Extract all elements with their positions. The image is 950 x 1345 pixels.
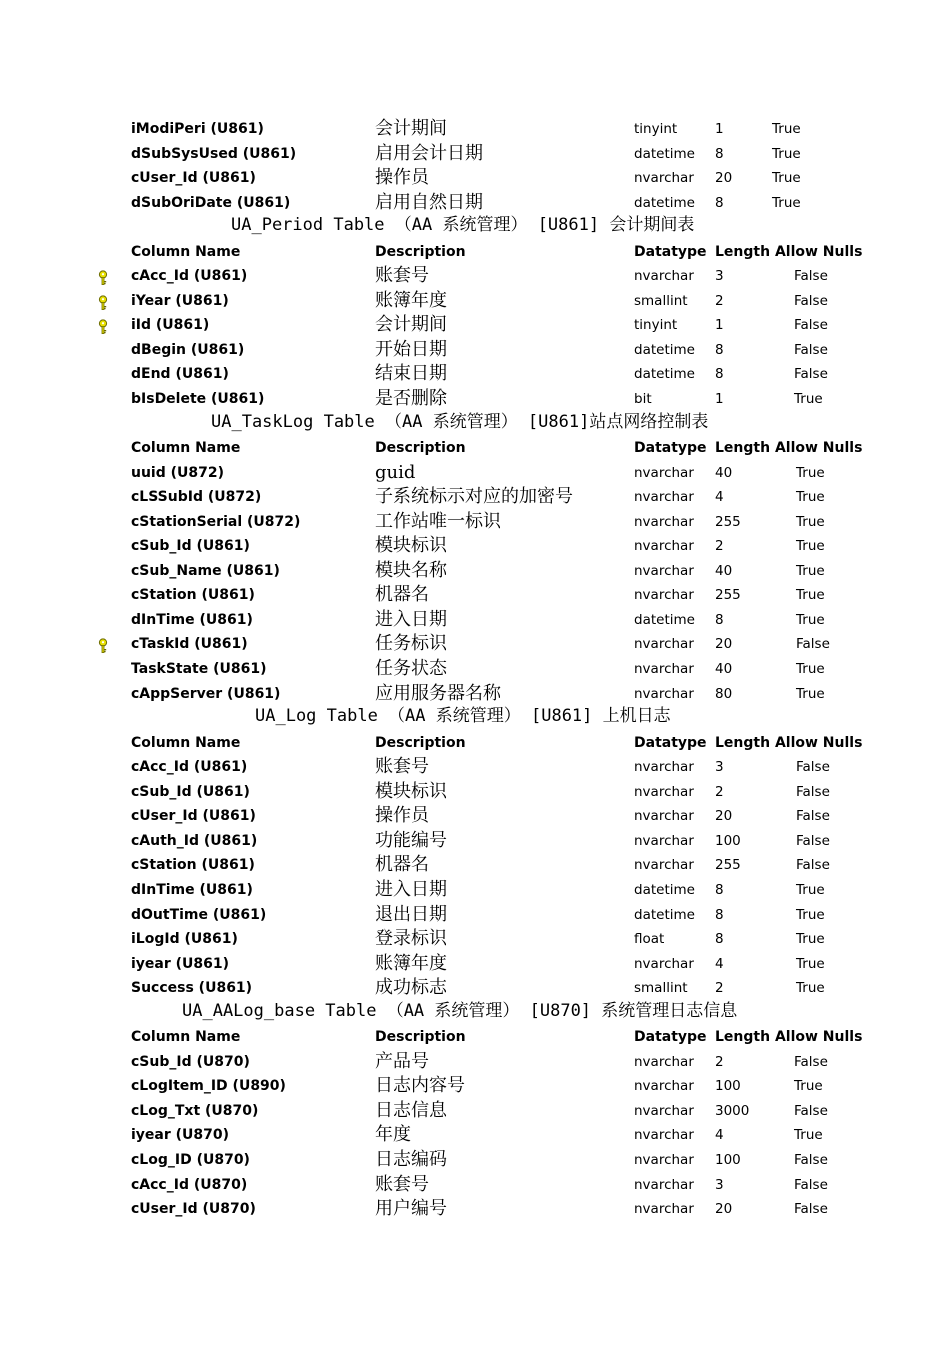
table-title-text: UA_Log Table （AA 系统管理） [U861] 上机日志 <box>255 706 671 727</box>
column-name-cell: iId (U861) <box>131 317 210 334</box>
column-name-cell: dSubOriDate (U861) <box>131 194 291 211</box>
column-name-cell: dInTime (U861) <box>131 611 253 628</box>
table-row <box>0 755 950 780</box>
column-name-cell: cSub_Id (U870) <box>131 1053 250 1070</box>
length-cell: 4 <box>715 489 724 506</box>
column-header-description: Description <box>375 1029 466 1046</box>
datatype-cell: nvarchar <box>634 759 694 776</box>
table-section <box>0 215 950 411</box>
key-icon <box>97 318 111 334</box>
column-name-cell: iYear (U861) <box>131 292 229 309</box>
datatype-cell: nvarchar <box>634 808 694 825</box>
table-title <box>0 412 950 437</box>
allow-nulls-cell: True <box>796 661 825 678</box>
length-cell: 20 <box>715 1201 733 1218</box>
datatype-cell: float <box>634 931 665 948</box>
allow-nulls-cell: False <box>796 857 830 874</box>
description-cell: 模块标识 <box>375 780 447 802</box>
table-row <box>0 510 950 535</box>
datatype-cell: nvarchar <box>634 268 694 285</box>
allow-nulls-cell: False <box>794 268 828 285</box>
column-header-length-allow-nulls: Length Allow Nulls <box>715 243 863 260</box>
table-row <box>0 1050 950 1075</box>
length-cell: 255 <box>715 513 741 530</box>
column-name-cell: Success (U861) <box>131 980 253 997</box>
table-row <box>0 166 950 191</box>
column-header-row <box>0 1025 950 1050</box>
datatype-cell: nvarchar <box>634 1127 694 1144</box>
description-cell: 功能编号 <box>375 829 447 851</box>
datatype-cell: datetime <box>634 906 695 923</box>
column-name-cell: cAcc_Id (U861) <box>131 268 248 285</box>
column-header-name: Column Name <box>131 1029 241 1046</box>
table-title <box>0 706 950 731</box>
column-header-row <box>0 436 950 461</box>
allow-nulls-cell: True <box>772 145 801 162</box>
description-cell: 应用服务器名称 <box>375 682 501 704</box>
column-name-cell: cAppServer (U861) <box>131 685 281 702</box>
table-row <box>0 632 950 657</box>
table-section <box>0 1001 950 1222</box>
length-cell: 20 <box>715 170 733 187</box>
table-row <box>0 1099 950 1124</box>
length-cell: 3000 <box>715 1102 750 1119</box>
column-name-cell: dInTime (U861) <box>131 881 253 898</box>
table-title <box>0 215 950 240</box>
table-row <box>0 853 950 878</box>
length-cell: 8 <box>715 881 724 898</box>
allow-nulls-cell: True <box>796 611 825 628</box>
description-cell: 会计期间 <box>375 314 447 336</box>
length-cell: 40 <box>715 464 733 481</box>
description-cell: 账簿年度 <box>375 289 447 311</box>
allow-nulls-cell: True <box>794 391 823 408</box>
description-cell: 机器名 <box>375 584 429 606</box>
allow-nulls-cell: True <box>772 121 801 137</box>
table-row <box>0 387 950 412</box>
allow-nulls-cell: False <box>794 1053 828 1070</box>
datatype-cell: smallint <box>634 980 688 997</box>
description-cell: 模块标识 <box>375 535 447 557</box>
datatype-cell: datetime <box>634 341 695 358</box>
table-row <box>0 559 950 584</box>
description-cell: 用户编号 <box>375 1198 447 1220</box>
datatype-cell: tinyint <box>634 317 678 334</box>
description-cell: 任务标识 <box>375 633 447 655</box>
table-row <box>0 608 950 633</box>
datatype-cell: nvarchar <box>634 1176 694 1193</box>
column-name-cell: cAcc_Id (U861) <box>131 759 248 776</box>
table-row <box>0 780 950 805</box>
table-row <box>0 657 950 682</box>
column-header-datatype: Datatype <box>634 440 707 457</box>
datatype-cell: nvarchar <box>634 832 694 849</box>
table-row <box>0 191 950 216</box>
column-name-cell: cStation (U861) <box>131 857 255 874</box>
column-name-cell: cSub_Name (U861) <box>131 562 280 579</box>
column-name-cell: cUser_Id (U870) <box>131 1201 256 1218</box>
allow-nulls-cell: False <box>796 759 830 776</box>
datatype-cell: datetime <box>634 881 695 898</box>
table-row <box>0 338 950 363</box>
key-icon <box>97 637 111 653</box>
column-header-name: Column Name <box>131 734 241 751</box>
datatype-cell: datetime <box>634 194 695 211</box>
description-cell: 启用自然日期 <box>375 191 483 213</box>
length-cell: 4 <box>715 1127 724 1144</box>
column-header-description: Description <box>375 243 466 260</box>
datatype-cell: nvarchar <box>634 1053 694 1070</box>
allow-nulls-cell: True <box>794 1078 823 1095</box>
description-cell: 年度 <box>375 1124 411 1146</box>
column-name-cell: cUser_Id (U861) <box>131 808 256 825</box>
key-icon <box>97 294 111 310</box>
description-cell: guid <box>375 461 416 483</box>
description-cell: 产品号 <box>375 1050 429 1072</box>
column-header-datatype: Datatype <box>634 243 707 260</box>
table-row <box>0 289 950 314</box>
datatype-cell: nvarchar <box>634 1201 694 1218</box>
column-header-name: Column Name <box>131 440 241 457</box>
description-cell: 结束日期 <box>375 363 447 385</box>
datatype-cell: nvarchar <box>634 587 694 604</box>
description-cell: 开始日期 <box>375 338 447 360</box>
table-row <box>0 1123 950 1148</box>
table-row <box>0 1148 950 1173</box>
allow-nulls-cell: False <box>796 636 830 653</box>
allow-nulls-cell: False <box>794 1102 828 1119</box>
description-cell: 日志编码 <box>375 1148 447 1170</box>
length-cell: 3 <box>715 759 724 776</box>
table-row <box>0 583 950 608</box>
allow-nulls-cell: True <box>772 170 801 187</box>
allow-nulls-cell: True <box>796 980 825 997</box>
allow-nulls-cell: True <box>796 587 825 604</box>
allow-nulls-cell: False <box>794 1176 828 1193</box>
length-cell: 1 <box>715 317 724 334</box>
column-header-length-allow-nulls: Length Allow Nulls <box>715 734 863 751</box>
column-name-cell: cLog_Txt (U870) <box>131 1102 259 1119</box>
column-name-cell: cStationSerial (U872) <box>131 513 301 530</box>
datatype-cell: nvarchar <box>634 538 694 555</box>
allow-nulls-cell: True <box>772 194 801 211</box>
column-name-cell: iyear (U861) <box>131 955 230 972</box>
allow-nulls-cell: True <box>796 906 825 923</box>
length-cell: 2 <box>715 538 724 555</box>
description-cell: 进入日期 <box>375 878 447 900</box>
allow-nulls-cell: True <box>796 881 825 898</box>
column-name-cell: cLogItem_ID (U890) <box>131 1078 286 1095</box>
allow-nulls-cell: False <box>794 292 828 309</box>
length-cell: 2 <box>715 1053 724 1070</box>
datatype-cell: tinyint <box>634 121 678 137</box>
datatype-cell: nvarchar <box>634 464 694 481</box>
datatype-cell: nvarchar <box>634 857 694 874</box>
length-cell: 8 <box>715 145 724 162</box>
table-title-text: UA_AALog_base Table （AA 系统管理） [U870] 系统管理日志信息 <box>182 1000 738 1021</box>
column-name-cell: iLogId (U861) <box>131 931 238 948</box>
description-cell: 进入日期 <box>375 608 447 630</box>
column-name-cell: TaskState (U861) <box>131 661 267 678</box>
length-cell: 255 <box>715 857 741 874</box>
column-name-cell: bIsDelete (U861) <box>131 391 265 408</box>
column-header-datatype: Datatype <box>634 1029 707 1046</box>
column-header-name: Column Name <box>131 243 241 260</box>
description-cell: 会计期间 <box>375 118 447 139</box>
allow-nulls-cell: False <box>796 808 830 825</box>
column-header-row <box>0 240 950 265</box>
table-row <box>0 117 950 142</box>
length-cell: 4 <box>715 955 724 972</box>
table-title <box>0 1001 950 1026</box>
column-name-cell: cSub_Id (U861) <box>131 783 250 800</box>
length-cell: 8 <box>715 931 724 948</box>
table-row <box>0 362 950 387</box>
datatype-cell: datetime <box>634 611 695 628</box>
length-cell: 2 <box>715 783 724 800</box>
table-row <box>0 534 950 559</box>
allow-nulls-cell: True <box>796 513 825 530</box>
length-cell: 3 <box>715 268 724 285</box>
allow-nulls-cell: True <box>796 538 825 555</box>
description-cell: 机器名 <box>375 854 429 876</box>
document-page <box>0 117 950 1222</box>
allow-nulls-cell: True <box>796 955 825 972</box>
datatype-cell: nvarchar <box>634 1078 694 1095</box>
description-cell: 账套号 <box>375 756 429 778</box>
table-row <box>0 682 950 707</box>
table-row <box>0 461 950 486</box>
table-row <box>0 264 950 289</box>
length-cell: 8 <box>715 341 724 358</box>
table-row <box>0 313 950 338</box>
table-row <box>0 485 950 510</box>
table-row <box>0 1074 950 1099</box>
table-row <box>0 903 950 928</box>
length-cell: 8 <box>715 906 724 923</box>
column-header-length-allow-nulls: Length Allow Nulls <box>715 1029 863 1046</box>
allow-nulls-cell: True <box>794 1127 823 1144</box>
length-cell: 80 <box>715 685 733 702</box>
allow-nulls-cell: False <box>796 783 830 800</box>
table-row <box>0 804 950 829</box>
length-cell: 100 <box>715 1078 741 1095</box>
allow-nulls-cell: False <box>794 317 828 334</box>
column-name-cell: cStation (U861) <box>131 587 255 604</box>
description-cell: 操作员 <box>375 805 429 827</box>
length-cell: 20 <box>715 808 733 825</box>
datatype-cell: nvarchar <box>634 562 694 579</box>
column-name-cell: cAuth_Id (U861) <box>131 832 258 849</box>
allow-nulls-cell: True <box>796 464 825 481</box>
length-cell: 8 <box>715 611 724 628</box>
description-cell: 是否删除 <box>375 388 447 410</box>
table-section <box>0 117 950 215</box>
column-header-datatype: Datatype <box>634 734 707 751</box>
datatype-cell: nvarchar <box>634 489 694 506</box>
allow-nulls-cell: True <box>796 931 825 948</box>
column-name-cell: cAcc_Id (U870) <box>131 1176 248 1193</box>
table-row <box>0 952 950 977</box>
column-name-cell: cSub_Id (U861) <box>131 538 250 555</box>
column-name-cell: dOutTime (U861) <box>131 906 267 923</box>
column-name-cell: dBegin (U861) <box>131 341 245 358</box>
length-cell: 40 <box>715 661 733 678</box>
table-section <box>0 706 950 1001</box>
datatype-cell: nvarchar <box>634 636 694 653</box>
description-cell: 操作员 <box>375 167 429 189</box>
column-name-cell: cUser_Id (U861) <box>131 170 256 187</box>
table-row <box>0 927 950 952</box>
table-title-text: UA_Period Table （AA 系统管理） [U861] 会计期间表 <box>231 215 695 236</box>
allow-nulls-cell: True <box>796 685 825 702</box>
key-icon <box>97 269 111 285</box>
allow-nulls-cell: True <box>796 562 825 579</box>
column-name-cell: iyear (U870) <box>131 1127 230 1144</box>
datatype-cell: nvarchar <box>634 661 694 678</box>
datatype-cell: nvarchar <box>634 783 694 800</box>
datatype-cell: nvarchar <box>634 1102 694 1119</box>
description-cell: 成功标志 <box>375 977 447 999</box>
column-name-cell: iModiPeri (U861) <box>131 121 264 137</box>
table-title-text: UA_TaskLog Table （AA 系统管理） [U861]站点网络控制表 <box>211 411 709 432</box>
column-header-row <box>0 731 950 756</box>
description-cell: 工作站唯一标识 <box>375 510 501 532</box>
column-name-cell: dEnd (U861) <box>131 366 229 383</box>
length-cell: 40 <box>715 562 733 579</box>
length-cell: 1 <box>715 121 724 137</box>
column-name-cell: uuid (U872) <box>131 464 225 481</box>
table-row <box>0 878 950 903</box>
description-cell: 子系统标示对应的加密号 <box>375 486 573 508</box>
description-cell: 账套号 <box>375 265 429 287</box>
length-cell: 2 <box>715 980 724 997</box>
length-cell: 2 <box>715 292 724 309</box>
length-cell: 8 <box>715 194 724 211</box>
length-cell: 100 <box>715 1151 741 1168</box>
length-cell: 3 <box>715 1176 724 1193</box>
column-header-description: Description <box>375 440 466 457</box>
length-cell: 255 <box>715 587 741 604</box>
allow-nulls-cell: False <box>794 1151 828 1168</box>
table-row <box>0 829 950 854</box>
column-header-description: Description <box>375 734 466 751</box>
table-row <box>0 976 950 1001</box>
table-row <box>0 1173 950 1198</box>
table-row <box>0 1197 950 1222</box>
datatype-cell: nvarchar <box>634 1151 694 1168</box>
column-name-cell: cLSSubId (U872) <box>131 489 262 506</box>
datatype-cell: nvarchar <box>634 513 694 530</box>
datatype-cell: smallint <box>634 292 688 309</box>
datatype-cell: datetime <box>634 366 695 383</box>
datatype-cell: nvarchar <box>634 685 694 702</box>
length-cell: 20 <box>715 636 733 653</box>
allow-nulls-cell: False <box>794 341 828 358</box>
column-header-length-allow-nulls: Length Allow Nulls <box>715 440 863 457</box>
description-cell: 日志内容号 <box>375 1075 465 1097</box>
description-cell: 启用会计日期 <box>375 142 483 164</box>
allow-nulls-cell: False <box>794 366 828 383</box>
datatype-cell: nvarchar <box>634 170 694 187</box>
length-cell: 8 <box>715 366 724 383</box>
column-name-cell: cLog_ID (U870) <box>131 1151 250 1168</box>
datatype-cell: bit <box>634 391 652 408</box>
column-name-cell: cTaskId (U861) <box>131 636 248 653</box>
length-cell: 1 <box>715 391 724 408</box>
description-cell: 模块名称 <box>375 559 447 581</box>
table-section <box>0 412 950 707</box>
datatype-cell: nvarchar <box>634 955 694 972</box>
description-cell: 任务状态 <box>375 658 447 680</box>
description-cell: 日志信息 <box>375 1099 447 1121</box>
allow-nulls-cell: False <box>794 1201 828 1218</box>
allow-nulls-cell: False <box>796 832 830 849</box>
column-name-cell: dSubSysUsed (U861) <box>131 145 297 162</box>
description-cell: 账套号 <box>375 1173 429 1195</box>
description-cell: 退出日期 <box>375 903 447 925</box>
length-cell: 100 <box>715 832 741 849</box>
allow-nulls-cell: True <box>796 489 825 506</box>
description-cell: 登录标识 <box>375 928 447 950</box>
description-cell: 账簿年度 <box>375 952 447 974</box>
datatype-cell: datetime <box>634 145 695 162</box>
table-row <box>0 142 950 167</box>
